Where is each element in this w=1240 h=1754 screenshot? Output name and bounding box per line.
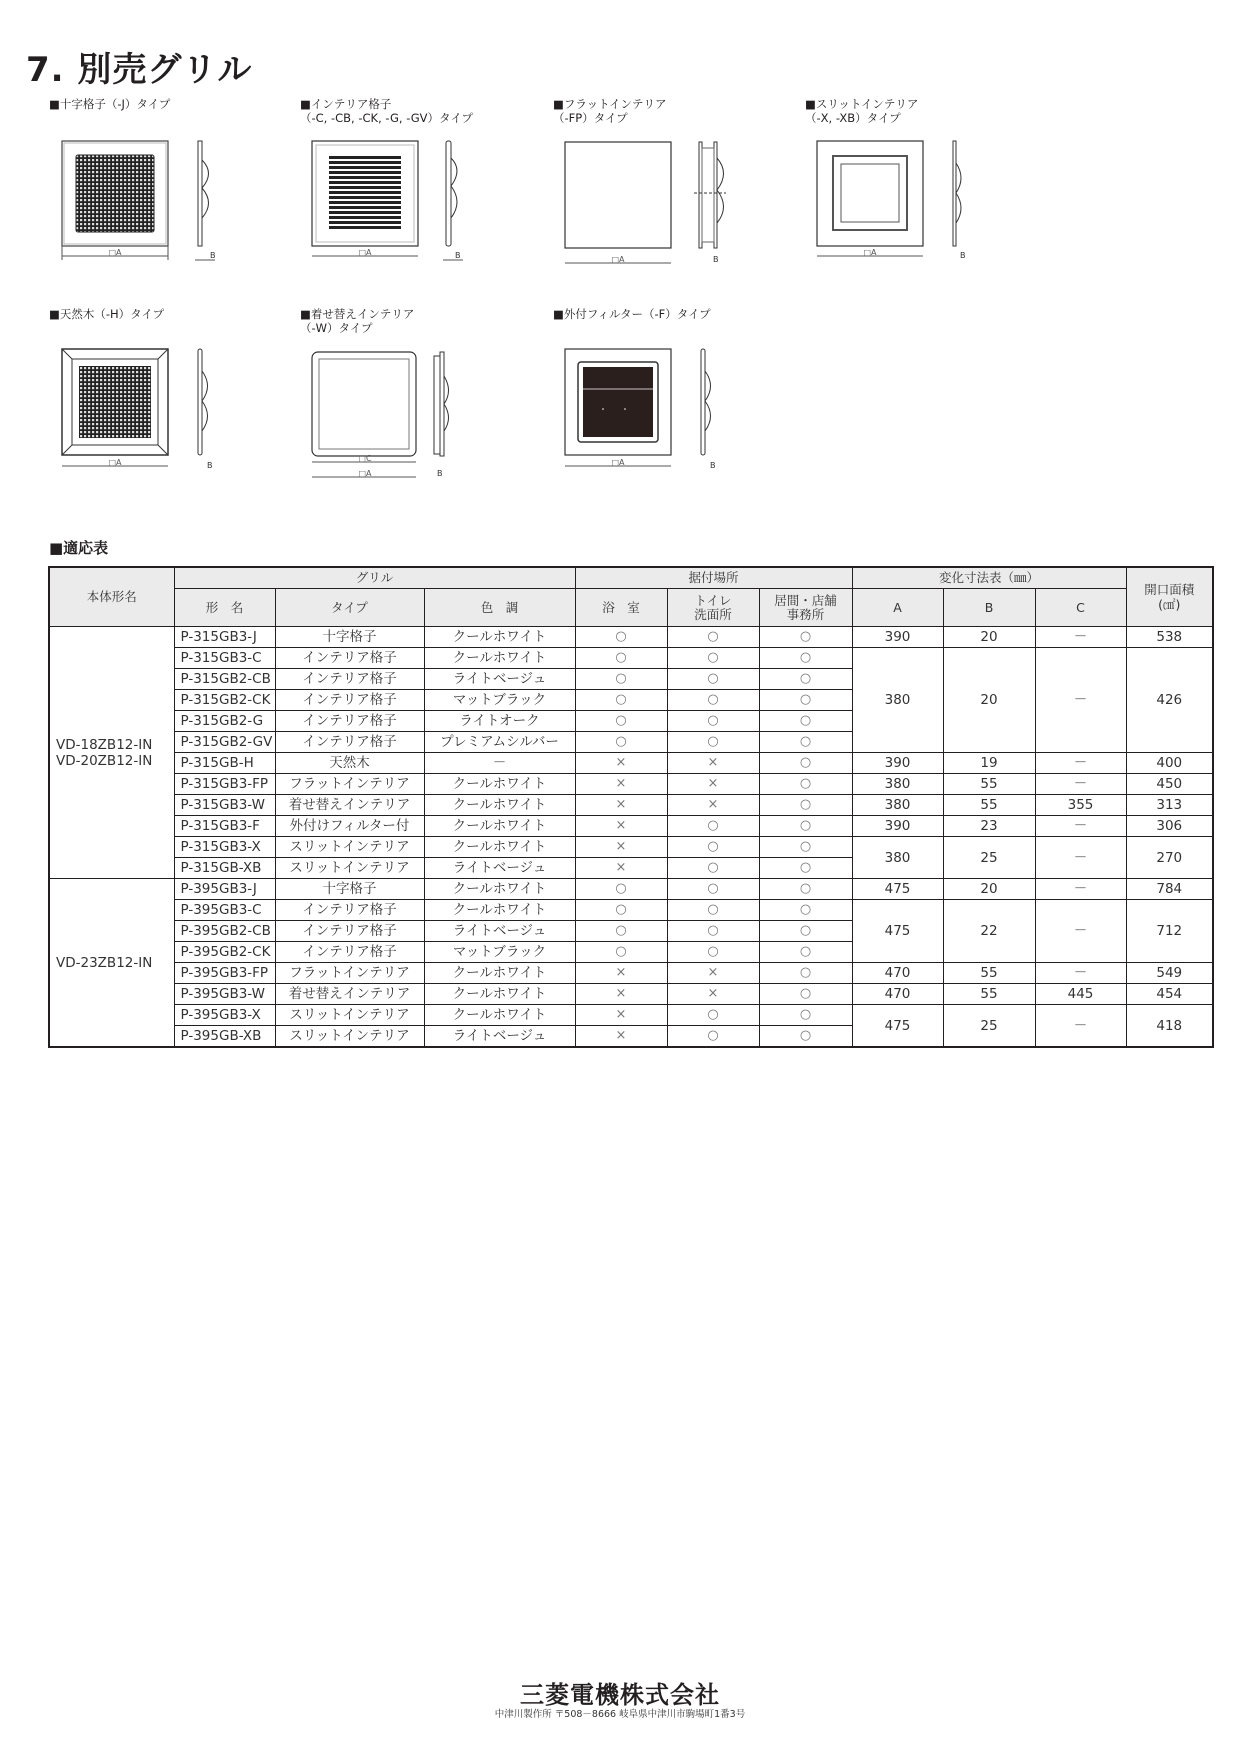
dimension-b-cell: 55 [943, 774, 1035, 795]
figure-caption-slit: ■スリットインテリア （-X, -XB）タイプ [805, 97, 919, 125]
dimension-c-cell: － [1035, 816, 1126, 837]
bath-suitability-mark: × [575, 858, 667, 879]
dimension-a-cell: 475 [852, 1005, 943, 1048]
living-suitability-mark: ○ [759, 921, 852, 942]
grille-model-cell: P-315GB2-CK [174, 690, 275, 711]
dimension-opening-cell: 426 [1126, 648, 1213, 753]
slit-interior-grille-drawing [810, 138, 980, 268]
dim-label-b: B [210, 251, 216, 260]
header-body-model: 本体形名 [49, 567, 174, 627]
dimension-c-cell: 355 [1035, 795, 1126, 816]
toilet-suitability-mark: × [667, 984, 759, 1005]
dimension-opening-cell: 538 [1126, 627, 1213, 648]
header-c: C [1035, 589, 1126, 627]
figure-caption-external-filter: ■外付フィルター（-F）タイプ [553, 307, 711, 321]
grille-type-cell: インテリア格子 [275, 921, 424, 942]
dim-label-b: B [960, 251, 966, 260]
dimension-a-cell: 475 [852, 879, 943, 900]
dim-label-c: □C [358, 454, 372, 463]
bath-suitability-mark: × [575, 963, 667, 984]
bath-suitability-mark: ○ [575, 921, 667, 942]
grille-color-cell: ライトオーク [424, 711, 575, 732]
grille-type-cell: 着せ替えインテリア [275, 984, 424, 1005]
bath-suitability-mark: ○ [575, 711, 667, 732]
dim-label-b: B [713, 255, 719, 264]
dimension-a-cell: 470 [852, 984, 943, 1005]
grille-model-cell: P-315GB3-J [174, 627, 275, 648]
grille-model-cell: P-315GB3-C [174, 648, 275, 669]
grille-color-cell: クールホワイト [424, 879, 575, 900]
grille-model-cell: P-395GB3-X [174, 1005, 275, 1026]
grille-type-cell: インテリア格子 [275, 669, 424, 690]
bath-suitability-mark: ○ [575, 627, 667, 648]
grille-color-cell: ライトベージュ [424, 858, 575, 879]
header-install-location: 据付場所 [575, 567, 852, 589]
bath-suitability-mark: × [575, 837, 667, 858]
dimension-a-cell: 470 [852, 963, 943, 984]
dim-label-b: B [437, 469, 443, 478]
living-suitability-mark: ○ [759, 984, 852, 1005]
dim-label-b: B [710, 461, 716, 470]
header-color: 色 調 [424, 589, 575, 627]
toilet-suitability-mark: ○ [667, 858, 759, 879]
cross-lattice-grille-drawing [55, 138, 225, 268]
dimension-opening-cell: 784 [1126, 879, 1213, 900]
figure-caption-cross-lattice: ■十字格子（-J）タイプ [49, 97, 171, 111]
dim-label-a: □A [358, 248, 372, 257]
living-suitability-mark: ○ [759, 795, 852, 816]
grille-type-cell: 十字格子 [275, 879, 424, 900]
bath-suitability-mark: × [575, 816, 667, 837]
toilet-suitability-mark: ○ [667, 690, 759, 711]
dimension-opening-cell: 400 [1126, 753, 1213, 774]
grille-color-cell: クールホワイト [424, 984, 575, 1005]
bath-suitability-mark: × [575, 795, 667, 816]
grille-type-cell: 天然木 [275, 753, 424, 774]
living-suitability-mark: ○ [759, 732, 852, 753]
dimension-b-cell: 20 [943, 627, 1035, 648]
dimension-b-cell: 55 [943, 795, 1035, 816]
dim-label-a: □A [863, 248, 877, 257]
grille-color-cell: ライトベージュ [424, 1026, 575, 1048]
dim-label-a: □A [108, 458, 122, 467]
toilet-suitability-mark: ○ [667, 921, 759, 942]
grille-model-cell: P-315GB3-W [174, 795, 275, 816]
bath-suitability-mark: ○ [575, 942, 667, 963]
living-suitability-mark: ○ [759, 1026, 852, 1048]
living-suitability-mark: ○ [759, 942, 852, 963]
table-row [49, 879, 1213, 900]
grille-type-cell: インテリア格子 [275, 711, 424, 732]
toilet-suitability-mark: × [667, 795, 759, 816]
toilet-suitability-mark: ○ [667, 900, 759, 921]
living-suitability-mark: ○ [759, 1005, 852, 1026]
compatibility-table [48, 566, 1214, 1048]
toilet-suitability-mark: × [667, 753, 759, 774]
dimension-b-cell: 23 [943, 816, 1035, 837]
grille-type-cell: スリットインテリア [275, 1026, 424, 1048]
toilet-suitability-mark: ○ [667, 711, 759, 732]
dim-label-a: □A [358, 469, 372, 478]
dim-label-a: □A [611, 458, 625, 467]
header-a: A [852, 589, 943, 627]
toilet-suitability-mark: ○ [667, 627, 759, 648]
dimension-a-cell: 380 [852, 648, 943, 753]
grille-color-cell: クールホワイト [424, 627, 575, 648]
grille-color-cell: マットブラック [424, 690, 575, 711]
grille-type-cell: フラットインテリア [275, 774, 424, 795]
grille-color-cell: クールホワイト [424, 837, 575, 858]
grille-model-cell: P-315GB-XB [174, 858, 275, 879]
dim-label-a: □A [611, 255, 625, 264]
dimension-c-cell: － [1035, 774, 1126, 795]
bath-suitability-mark: × [575, 984, 667, 1005]
header-grille: グリル [174, 567, 575, 589]
grille-color-cell: マットブラック [424, 942, 575, 963]
dimension-b-cell: 22 [943, 900, 1035, 963]
toilet-suitability-mark: ○ [667, 837, 759, 858]
bath-suitability-mark: × [575, 774, 667, 795]
section-title-compatibility: ■適応表 [49, 539, 109, 557]
dimension-a-cell: 380 [852, 774, 943, 795]
grille-color-cell: クールホワイト [424, 774, 575, 795]
dimension-opening-cell: 313 [1126, 795, 1213, 816]
living-suitability-mark: ○ [759, 669, 852, 690]
grille-color-cell: クールホワイト [424, 648, 575, 669]
dimension-opening-cell: 306 [1126, 816, 1213, 837]
dimension-c-cell: 445 [1035, 984, 1126, 1005]
grille-color-cell: プレミアムシルバー [424, 732, 575, 753]
figure-caption-interior-lattice: ■インテリア格子 （-C, -CB, -CK, -G, -GV）タイプ [300, 97, 473, 125]
dim-label-b: B [207, 461, 213, 470]
table-row [49, 774, 1213, 795]
dimension-b-cell: 19 [943, 753, 1035, 774]
dimension-c-cell: － [1035, 900, 1126, 963]
toilet-suitability-mark: ○ [667, 1005, 759, 1026]
grille-type-cell: 着せ替えインテリア [275, 795, 424, 816]
grille-type-cell: インテリア格子 [275, 648, 424, 669]
grille-model-cell: P-315GB2-G [174, 711, 275, 732]
grille-model-cell: P-315GB3-FP [174, 774, 275, 795]
dimension-b-cell: 20 [943, 648, 1035, 753]
dimension-opening-cell: 549 [1126, 963, 1213, 984]
bath-suitability-mark: ○ [575, 732, 667, 753]
table-row [49, 627, 1213, 648]
table-row [49, 795, 1213, 816]
toilet-suitability-mark: ○ [667, 942, 759, 963]
body-model-cell: VD-23ZB12-IN [49, 879, 174, 1048]
grille-model-cell: P-395GB3-FP [174, 963, 275, 984]
header-bath: 浴 室 [575, 589, 667, 627]
living-suitability-mark: ○ [759, 753, 852, 774]
grille-model-cell: P-395GB3-J [174, 879, 275, 900]
grille-model-cell: P-315GB3-F [174, 816, 275, 837]
header-dimensions: 変化寸法表（㎜） [852, 567, 1126, 589]
dimension-c-cell: － [1035, 879, 1126, 900]
dimension-opening-cell: 450 [1126, 774, 1213, 795]
interior-lattice-grille-drawing [305, 138, 475, 268]
grille-type-cell: インテリア格子 [275, 732, 424, 753]
dimension-a-cell: 390 [852, 627, 943, 648]
changeable-interior-grille-drawing [305, 346, 475, 486]
dimension-c-cell: － [1035, 963, 1126, 984]
toilet-suitability-mark: ○ [667, 879, 759, 900]
natural-wood-grille-drawing [55, 346, 225, 476]
living-suitability-mark: ○ [759, 879, 852, 900]
dimension-b-cell: 20 [943, 879, 1035, 900]
table-row [49, 984, 1213, 1005]
living-suitability-mark: ○ [759, 963, 852, 984]
living-suitability-mark: ○ [759, 648, 852, 669]
living-suitability-mark: ○ [759, 774, 852, 795]
dimension-c-cell: － [1035, 1005, 1126, 1048]
table-row [49, 963, 1213, 984]
living-suitability-mark: ○ [759, 816, 852, 837]
grille-color-cell: － [424, 753, 575, 774]
living-suitability-mark: ○ [759, 858, 852, 879]
grille-type-cell: スリットインテリア [275, 858, 424, 879]
toilet-suitability-mark: × [667, 774, 759, 795]
table-row [49, 900, 1213, 921]
living-suitability-mark: ○ [759, 711, 852, 732]
header-type: タイプ [275, 589, 424, 627]
grille-type-cell: スリットインテリア [275, 1005, 424, 1026]
grille-model-cell: P-395GB2-CB [174, 921, 275, 942]
table-row [49, 816, 1213, 837]
toilet-suitability-mark: ○ [667, 816, 759, 837]
table-row [49, 837, 1213, 858]
grille-color-cell: クールホワイト [424, 900, 575, 921]
dimension-opening-cell: 712 [1126, 900, 1213, 963]
dimension-c-cell: － [1035, 627, 1126, 648]
grille-type-cell: スリットインテリア [275, 837, 424, 858]
table-row [49, 753, 1213, 774]
toilet-suitability-mark: ○ [667, 648, 759, 669]
grille-color-cell: クールホワイト [424, 963, 575, 984]
dimension-c-cell: － [1035, 648, 1126, 753]
figure-caption-natural-wood: ■天然木（-H）タイプ [49, 307, 165, 321]
grille-model-cell: P-315GB3-X [174, 837, 275, 858]
grille-model-cell: P-315GB2-GV [174, 732, 275, 753]
dimension-c-cell: － [1035, 753, 1126, 774]
bath-suitability-mark: ○ [575, 900, 667, 921]
dimension-b-cell: 55 [943, 963, 1035, 984]
grille-type-cell: フラットインテリア [275, 963, 424, 984]
grille-model-cell: P-395GB2-CK [174, 942, 275, 963]
bath-suitability-mark: × [575, 753, 667, 774]
dimension-b-cell: 25 [943, 837, 1035, 879]
table-row [49, 648, 1213, 669]
grille-type-cell: インテリア格子 [275, 942, 424, 963]
bath-suitability-mark: ○ [575, 879, 667, 900]
living-suitability-mark: ○ [759, 900, 852, 921]
dim-label-a: □A [108, 248, 122, 257]
header-b: B [943, 589, 1035, 627]
grille-type-cell: インテリア格子 [275, 900, 424, 921]
grille-color-cell: ライトベージュ [424, 921, 575, 942]
figure-caption-flat: ■フラットインテリア （-FP）タイプ [553, 97, 667, 125]
company-address: 中津川製作所 〒508－8666 岐阜県中津川市駒場町1番3号 [494, 1709, 746, 1720]
header-model: 形 名 [174, 589, 275, 627]
toilet-suitability-mark: ○ [667, 669, 759, 690]
dimension-a-cell: 390 [852, 816, 943, 837]
grille-type-cell: 外付けフィルター付 [275, 816, 424, 837]
company-name: 三菱電機株式会社 [520, 1681, 720, 1709]
living-suitability-mark: ○ [759, 627, 852, 648]
grille-color-cell: ライトベージュ [424, 669, 575, 690]
dimension-opening-cell: 454 [1126, 984, 1213, 1005]
grille-type-cell: 十字格子 [275, 627, 424, 648]
grille-model-cell: P-395GB3-C [174, 900, 275, 921]
toilet-suitability-mark: ○ [667, 1026, 759, 1048]
dimension-opening-cell: 270 [1126, 837, 1213, 879]
dimension-b-cell: 25 [943, 1005, 1035, 1048]
figure-caption-changeable: ■着せ替えインテリア （-W）タイプ [300, 307, 415, 335]
body-model-cell: VD-18ZB12-IN VD-20ZB12-IN [49, 627, 174, 879]
grille-model-cell: P-395GB3-W [174, 984, 275, 1005]
header-living: 居間・店舗 事務所 [759, 589, 852, 627]
dimension-a-cell: 380 [852, 837, 943, 879]
bath-suitability-mark: ○ [575, 690, 667, 711]
bath-suitability-mark: ○ [575, 669, 667, 690]
grille-color-cell: クールホワイト [424, 816, 575, 837]
external-filter-grille-drawing [558, 346, 728, 476]
table-row [49, 1005, 1213, 1026]
bath-suitability-mark: × [575, 1026, 667, 1048]
dimension-opening-cell: 418 [1126, 1005, 1213, 1048]
dimension-a-cell: 475 [852, 900, 943, 963]
grille-model-cell: P-315GB2-CB [174, 669, 275, 690]
living-suitability-mark: ○ [759, 690, 852, 711]
table-body [49, 627, 1213, 1048]
page-title: 7. 別売グリル [26, 50, 253, 90]
living-suitability-mark: ○ [759, 837, 852, 858]
grille-color-cell: クールホワイト [424, 795, 575, 816]
bath-suitability-mark: ○ [575, 648, 667, 669]
bath-suitability-mark: × [575, 1005, 667, 1026]
grille-model-cell: P-395GB-XB [174, 1026, 275, 1048]
flat-interior-grille-drawing [558, 138, 728, 268]
dim-label-b: B [455, 251, 461, 260]
dimension-c-cell: － [1035, 837, 1126, 879]
dimension-a-cell: 390 [852, 753, 943, 774]
toilet-suitability-mark: ○ [667, 732, 759, 753]
dimension-b-cell: 55 [943, 984, 1035, 1005]
header-toilet: トイレ 洗面所 [667, 589, 759, 627]
grille-color-cell: クールホワイト [424, 1005, 575, 1026]
dimension-a-cell: 380 [852, 795, 943, 816]
toilet-suitability-mark: × [667, 963, 759, 984]
grille-model-cell: P-315GB-H [174, 753, 275, 774]
grille-type-cell: インテリア格子 [275, 690, 424, 711]
header-opening-area: 開口面積 (㎠) [1126, 567, 1213, 627]
